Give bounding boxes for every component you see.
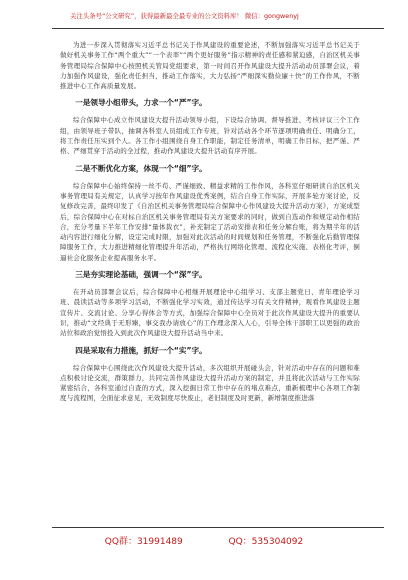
- header-divider: [52, 28, 384, 29]
- section-body-1: 综合保障中心成立作风建设大提升活动领导小组，下设综合协调、督导推进、考核评议三个工作组，由领导班子带队，抽调各科室人员组成工作专班，针对活动各个环节逐项明确责任、明确分工，将工作责任压实到个人。各工作小组围绕自身工作职能，制定任务清单，明确工作目标，把严谨、严格、严细贯穿于活动的全过程，推动作风建设大提升活动有序开展。: [60, 116, 360, 156]
- section-heading-3: 三是夯实理论基础，强调一个“深”字。: [75, 270, 207, 280]
- qq-label: QQ：535304092: [228, 537, 304, 547]
- qq-group-label: QQ群：31991489: [104, 537, 183, 547]
- section-heading-4: 四是采取有力措施，抓好一个“实”字。: [75, 345, 207, 355]
- section-heading-2: 二是不断优化方案，体现一个“细”字。: [75, 163, 207, 173]
- section-heading-1: 一是领导小组带头，力求一个“严”字。: [75, 98, 207, 108]
- section-body-2: 综合保障中心始终保持一丝不苟、严谨细致、精益求精的工作作风，各科室仔细研读自治区机关事务管理局有关规定，认真学习按年作风建设优秀案例，结合自身工作实际，开展多轮方案讨论，反复修改完善，最终印发了《自治区机关事务管理局综合保障中心作风建设大提升活动方案》，方案成型后，综合保障中心在对标自治区机关事务管理局有关方案要求的同时，做到自选动作和规定动作相结合，充分考量下半年工作安排“量体裁衣”，补充制定了活动安排表和任务分解台账，将为期半年的活动内容进行细化分解，设定完成时限，加强对此次活动的时间规划和任务管理，不断强化后勤管理保障服务工作，大力推进精细化管理提升年活动，严格执行网络化管理、流程化实施、表格化考评，倒逼社会化服务企业提高服务水平。: [60, 181, 360, 262]
- footer-contact: [0, 534, 408, 547]
- header-banner: 关注头条号“公文研究”，获得最新最全最专业的公文资料库！ 微信：gongwenyj: [70, 12, 299, 20]
- intro-paragraph: 为进一步深入贯彻落实习近平总书记关于作风建设的重要论述，不断加强落实习近平总书记关于做好机关事务工作“两个重大”“一个表率”“两个更好服务”指示精神的责任感和紧迫感，自治区机关事务管理局综合保障中心按照机关管局党组要求，第一时间召开作风建设大提升活动动员部署会议，着力加强作风建设，强化责任担当，推动工作落实，大力弘扬“严细深实勤俭廉＋快”的工作作风，不断推进中心工作高质量发展。: [60, 41, 360, 91]
- section-body-4: 综合保障中心围绕此次作风建设大提升活动，多次组织开展碰头会，针对活动中存在的问题和难点积极讨论交流，群策群力，共同完善作风建设大提升活动方案的制定，并且将此次活动与工作实际紧密结合，各科室通过自查的方式，深入挖掘日常工作中存在的堵点难点，重新梳理中心各项工作制度与流程图，全面征求意见，无效制度尽快废止，老旧制度及时更新，新增制度推进落: [60, 363, 360, 403]
- footer-divider: [52, 527, 384, 528]
- section-body-3: 在开动员部署会议后，综合保障中心相继开展理论中心组学习、支部主题党日、青年理论学习班、晨读活动等多项学习活动，不断强化学习实效，通过传达学习有关文件精神，观看作风建设主题宣传片、交流讨论、分享心得体会等方式，加强综合保障中心全员对于此次作风建设大提升的重要认识，推动“文经典于无形臻，事交我办请放心”的工作理念深入人心，引导全体干部职工以更强的政治站位和政治觉悟投入到此次作风建设大提升活动当中来。: [60, 288, 360, 338]
- document-body: [60, 40, 360, 407]
